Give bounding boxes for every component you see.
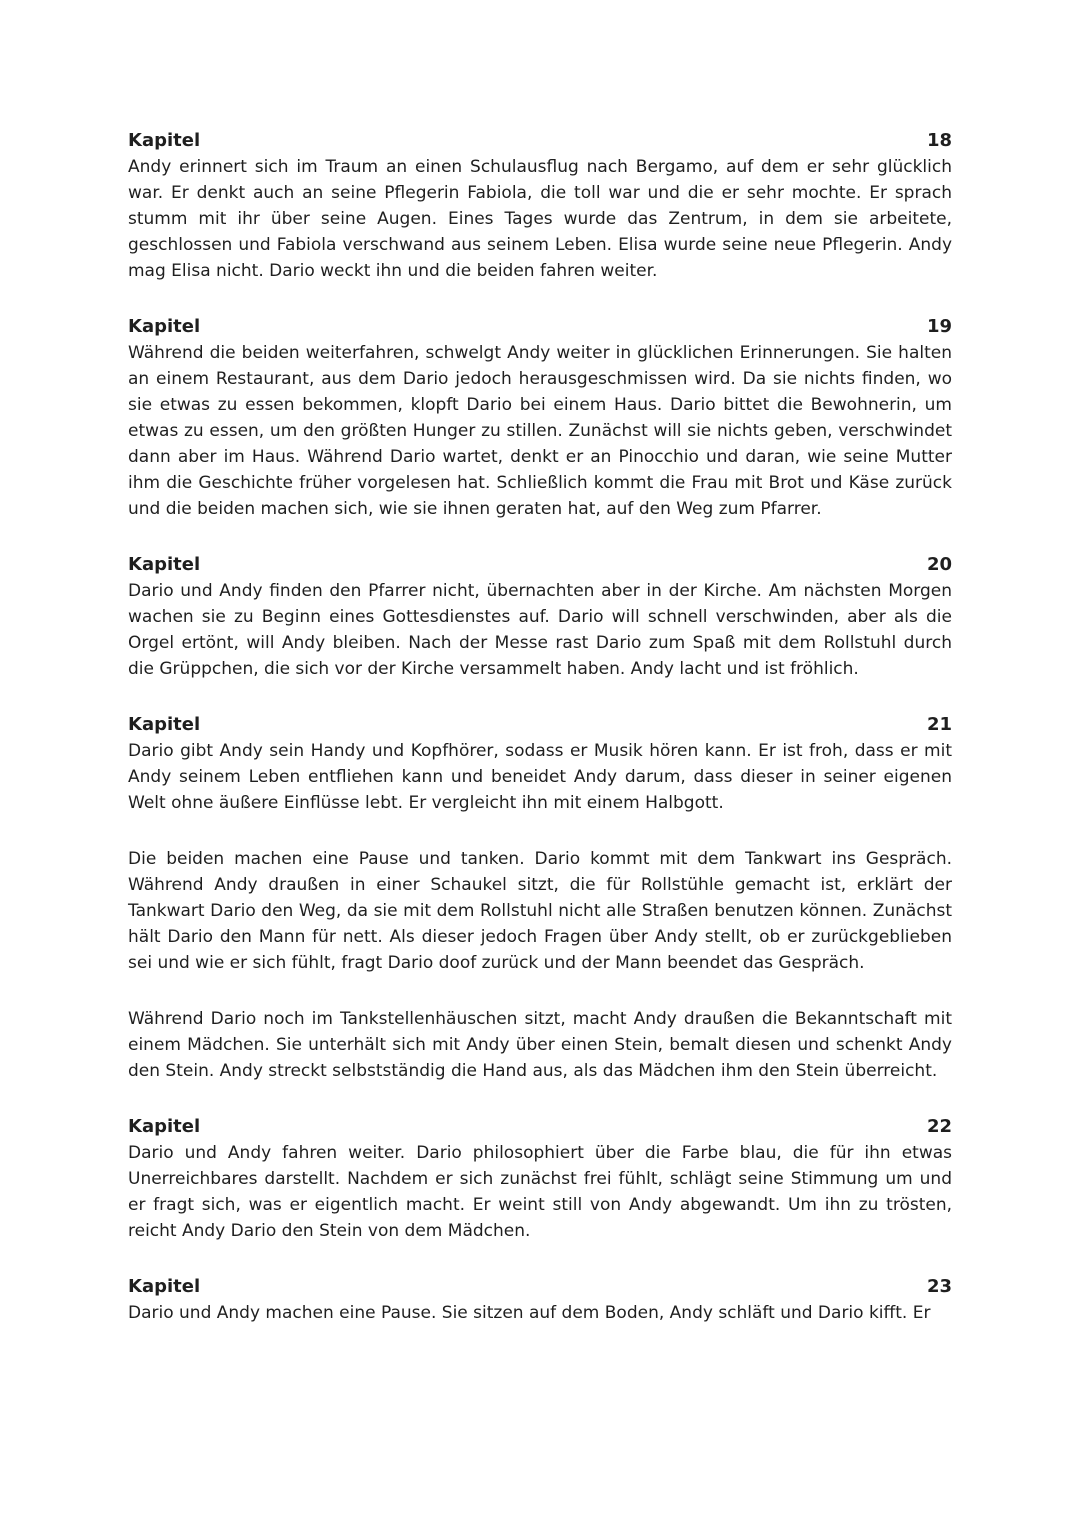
chapter-23: [128, 1274, 952, 1326]
chapter-label: Kapitel: [128, 714, 201, 735]
chapter-paragraph: Dario und Andy finden den Pfarrer nicht, übernachten aber in der Kirche. Am nächsten Morgen wachen sie zu Beginn eines Gottesdienstes auf. Dario will schnell verschwinden, aber als die Orgel ertönt, will Andy bleiben. Nach der Messe rast Dario zum Spaß mit dem Rollstuhl durch die Grüppchen, die sich vor der Kirche versammelt haben. Andy lacht und ist fröhlich.: [128, 581, 952, 679]
chapter-label: Kapitel: [128, 554, 201, 575]
chapter-paragraph: Andy erinnert sich im Traum an einen Schulausflug nach Bergamo, auf dem er sehr glücklich war. Er denkt auch an seine Pflegerin Fabiola, die toll war und die er sehr mochte. Er sprach stumm mit ihr über seine Augen. Eines Tages wurde das Zentrum, in dem sie arbeitete, geschlossen und Fabiola verschwand aus seinem Leben. Elisa wurde seine neue Pflegerin. Andy mag Elisa nicht. Dario weckt ihn und die beiden fahren weiter.: [128, 157, 952, 281]
chapter-20: [128, 552, 952, 682]
chapter-paragraph: Während Dario noch im Tankstellenhäuschen sitzt, macht Andy draußen die Bekanntschaft mit einem Mädchen. Sie unterhält sich mit Andy über einen Stein, bemalt diesen und schenkt Andy den Stein. Andy streckt selbstständig die Hand aus, als das Mädchen ihm den Stein überreicht.: [128, 1009, 952, 1081]
chapter-22: [128, 1114, 952, 1244]
chapter-header: [128, 1274, 952, 1300]
chapter-number: 21: [926, 714, 952, 735]
chapter-number: 20: [926, 554, 952, 575]
chapter-number: 18: [926, 130, 952, 151]
document-page: [128, 128, 952, 1356]
chapter-paragraph: Während die beiden weiterfahren, schwelgt Andy weiter in glücklichen Erinnerungen. Sie halten an einem Restaurant, aus dem Dario jedoch herausgeschmissen wird. Da sie nichts finden, wo sie etwas zu essen bekommen, klopft Dario bei einem Haus. Dario bittet die Bewohnerin, um etwas zu essen, um den größten Hunger zu stillen. Zunächst will sie nichts geben, verschwindet dann aber im Haus. Während Dario wartet, denkt er an Pinocchio und daran, wie seine Mutter ihm die Geschichte früher vorgelesen hat. Schließlich kommt die Frau mit Brot und Käse zurück und die beiden machen sich, wie sie ihnen geraten hat, auf den Weg zum Pfarrer.: [128, 343, 952, 519]
chapter-label: Kapitel: [128, 316, 201, 337]
chapter-number: 19: [926, 316, 952, 337]
chapter-label: Kapitel: [128, 130, 201, 151]
chapter-number: 22: [926, 1116, 952, 1137]
chapter-label: Kapitel: [128, 1116, 201, 1137]
chapter-header: [128, 314, 952, 340]
chapter-paragraph: Dario und Andy fahren weiter. Dario philosophiert über die Farbe blau, die für ihn etwas Unerreichbares darstellt. Nachdem er sich zunächst frei fühlt, schlägt seine Stimmung um und er fragt sich, was er eigentlich macht. Er weint still von Andy abgewandt. Um ihn zu trösten, reicht Andy Dario den Stein von dem Mädchen.: [128, 1143, 952, 1241]
chapter-header: [128, 552, 952, 578]
chapter-number: 23: [926, 1276, 952, 1297]
chapter-paragraph: Dario gibt Andy sein Handy und Kopfhörer, sodass er Musik hören kann. Er ist froh, dass er mit Andy seinem Leben entfliehen kann und beneidet Andy darum, dass dieser in seiner eigenen Welt ohne äußere Einflüsse lebt. Er vergleicht ihn mit einem Halbgott.: [128, 741, 952, 813]
chapter-header: [128, 712, 952, 738]
chapter-label: Kapitel: [128, 1276, 201, 1297]
chapter-paragraph: Die beiden machen eine Pause und tanken. Dario kommt mit dem Tankwart ins Gespräch. Während Andy draußen in einer Schaukel sitzt, die für Rollstühle gemacht ist, erklärt der Tankwart Dario den Weg, da sie mit dem Rollstuhl nicht alle Straßen benutzen können. Zunächst hält Dario den Mann für nett. Als dieser jedoch Fragen über Andy stellt, ob er zurückgeblieben sei und wie er sich fühlt, fragt Dario doof zurück und der Mann beendet das Gespräch.: [128, 849, 952, 973]
chapter-header: [128, 1114, 952, 1140]
chapter-21: [128, 712, 952, 1084]
chapter-header: [128, 128, 952, 154]
chapter-paragraph: Dario und Andy machen eine Pause. Sie sitzen auf dem Boden, Andy schläft und Dario kifft. Er: [128, 1303, 931, 1323]
chapter-19: [128, 314, 952, 522]
chapter-18: [128, 128, 952, 284]
